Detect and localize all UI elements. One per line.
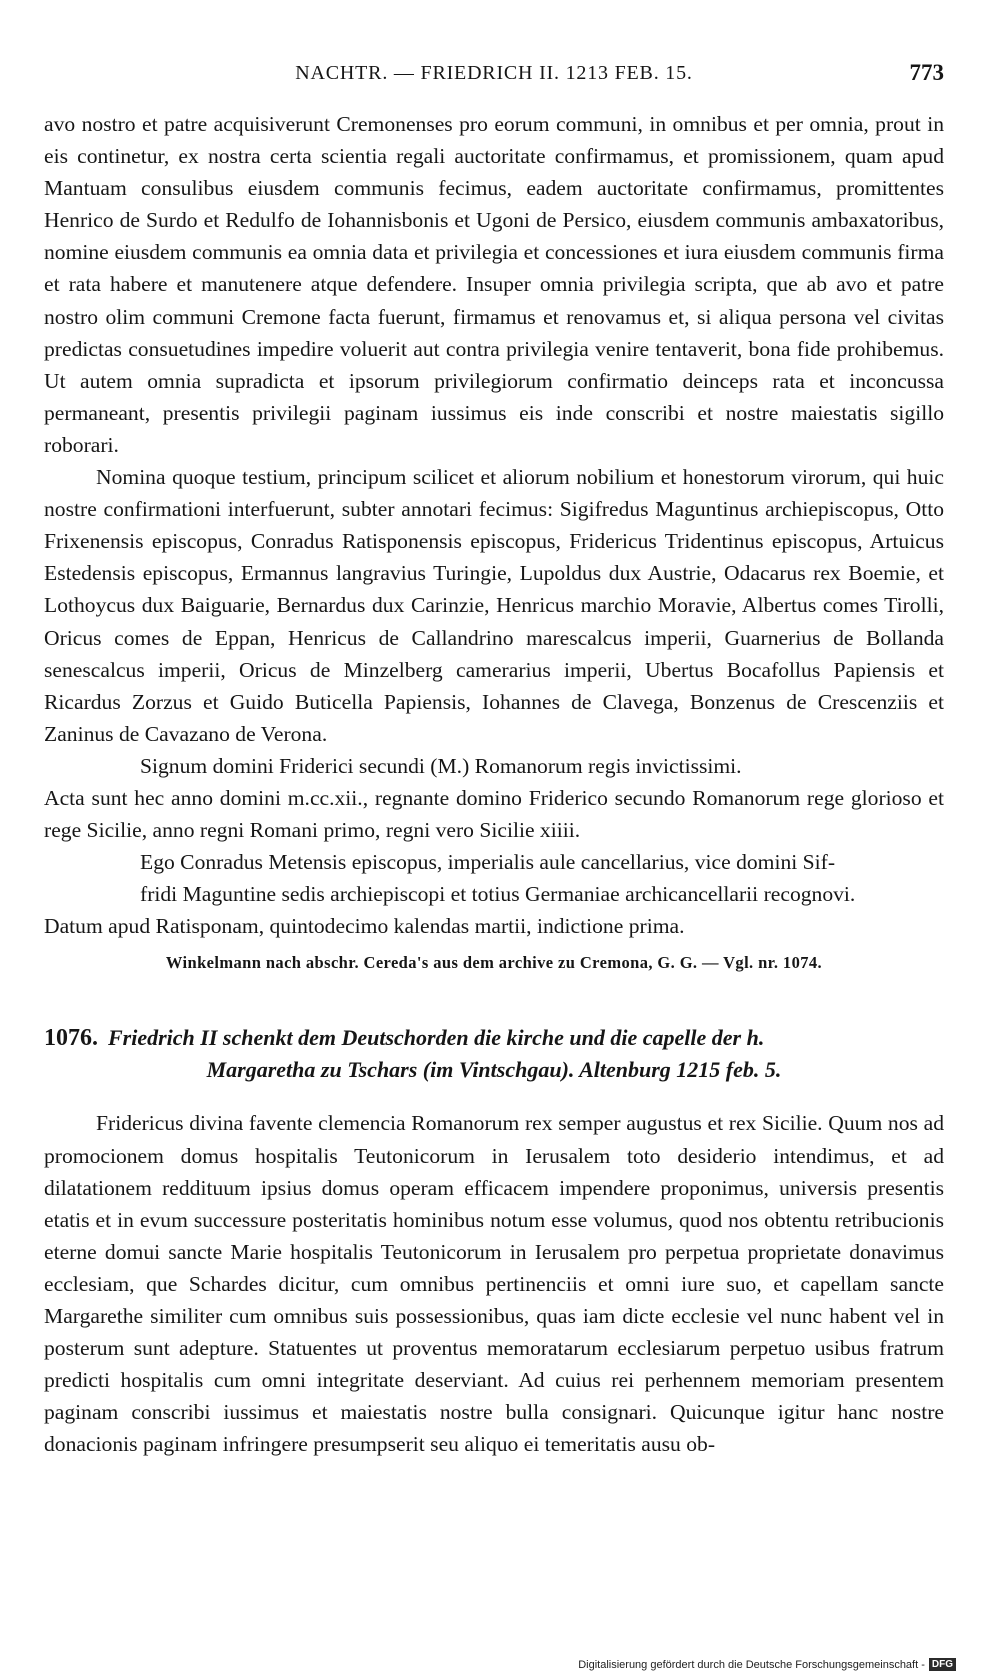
recognition-continuation: fridi Maguntine sedis archiepiscopi et totius Germaniae archicancellarii recognovi. bbox=[140, 882, 856, 907]
running-title: NACHTR. — FRIEDRICH II. 1213 FEB. 15. bbox=[295, 62, 693, 84]
recognition-clause bbox=[44, 846, 944, 910]
signum-line: Signum domini Friderici secundi (M.) Romanorum regis invictissimi. bbox=[140, 753, 742, 778]
page-header bbox=[44, 56, 944, 90]
recognition-first-line: Ego Conradus Metensis episcopus, imperialis aule cancellarius, vice domini Sif- bbox=[140, 850, 836, 875]
page-number: 773 bbox=[909, 60, 944, 85]
charter-1075-text: avo nostro et patre acquisiverunt Cremonenses pro eorum communi, in omnibus et per omnia, prout in eis continetur, ex nostra certa scientia regali auctoritate confirmamus, et promissionem, quam apud Mantuam consulibus eiusdem communis fecimus, eadem auctoritate confirmamus, promittentes Henrico de Surdo et Redulfo de Iohannisbonis et Ugoni de Persico, eiusdem communis ambaxatoribus, nomine eiusdem communis ea omnia data et privilegia et concessiones et iura eiusdem communis firma et rata habere et manutenere atque defendere. Insuper omnia privilegia scripta, que ab avo et patre nostro olim communi Cremone facta fuerunt, firmamus et renovamus et, si aliqua persona vel civitas predictas consuetudines impedire voluerit aut contra privilegia venire tentaverit, bona fide prohibemus. Ut autem omnia supradicta et ipsorum privilegiorum confirmatio deinceps rata et inconcussa permaneant, presentis privilegii paginam iussimus eis inde conscribi et nostre maiestatis sigillo roborari. bbox=[44, 112, 944, 457]
acta-clause: Acta sunt hec anno domini m.cc.xii., regnante domino Friderico secundo Romanorum rege glorioso et rege Sicilie, anno regni Romani primo, regni vero Sicilie xiiii. bbox=[44, 785, 944, 843]
page-body bbox=[44, 108, 944, 1460]
charter-1076-heading bbox=[44, 1022, 944, 1085]
charter-1076-text: Fridericus divina favente clemencia Romanorum rex semper augustus et rex Sicilie. Quum nos ad promocionem domus hospitalis Teutonicorum in Ierusalem toto desiderio intendimus, et ad dilatationem reddituum ipsius domus operam efficacem impendere proponimus, universis presentis etatis et in evum successure posteritatis hominibus notum esse volumus, quod nos obtentu retribucionis eterne domui sancte Marie hospitalis Teutonicorum in Ierusalem pro perpetua proprietate donavimus ecclesiam, que Schardes dicitur, cum omnibus pertinenciis et omni iure suo, et capellam sancte Margarethe similiter cum omnibus suis possessionibus, quas iam dicte ecclesie vel nunc habent vel in posterum sunt adepture. Statuentes ut proventus memoratarum ecclesiarum perpetuo usibus fratrum predicti hospitalis cum omni integritate deserviant. Ad cuius rei perhennem memoriam presentem paginam conscribi iussimus et maiestatis nostre bulla consignari. Quicunque igitur hanc nostre donacionis paginam infringere presumpserit seu aliquo ei temeritatis ausu ob- bbox=[44, 1111, 944, 1457]
credit-text: Digitalisierung gefördert durch die Deutsche Forschungsgemeinschaft - bbox=[578, 1658, 925, 1671]
digitization-credit bbox=[578, 1658, 956, 1671]
heading-line-1: Friedrich II schenkt dem Deutschorden die kirche und die capelle der h. bbox=[108, 1025, 765, 1051]
dfg-logo: DFG bbox=[929, 1658, 956, 1671]
datum-clause: Datum apud Ratisponam, quintodecimo kalendas martii, indictione prima. bbox=[44, 914, 685, 939]
charter-number: 1076. bbox=[44, 1025, 98, 1052]
source-note: Winkelmann nach abschr. Cereda's aus dem archive zu Cremona, G. G. — Vgl. nr. 1074. bbox=[165, 953, 823, 973]
heading-line-2: Margaretha zu Tschars (im Vintschgau). Altenburg 1215 feb. 5. bbox=[206, 1057, 782, 1083]
witness-list: Nomina quoque testium, principum scilicet et aliorum nobilium et honestorum virorum, qui huic nostre confirmationi interfuerunt, subter annotari fecimus: Sigifredus Maguntinus archiepiscopus, Otto Frixenensis episcopus, Conradus Ratisponensis episcopus, Fridericus Tridentinus episcopus, Artuicus Estedensis episcopus, Ermannus langravius Turingie, Lupoldus dux Austrie, Odacarus rex Boemie, et Lothoycus dux Baiguarie, Bernardus dux Carinzie, Henricus marchio Moravie, Albertus comes Tirolli, Oricus comes de Eppan, Henricus de Callandrino marescalcus imperii, Guarnerius de Bollanda senescalcus imperii, Oricus de Minzelberg camerarius imperii, Ubertus Bocafollus Papiensis et Ricardus Zorzus et Guido Buticella Papiensis, Iohannes de Clavega, Bonzenus de Crescenziis et Zaninus de Cavazano de Verona. bbox=[44, 465, 944, 746]
